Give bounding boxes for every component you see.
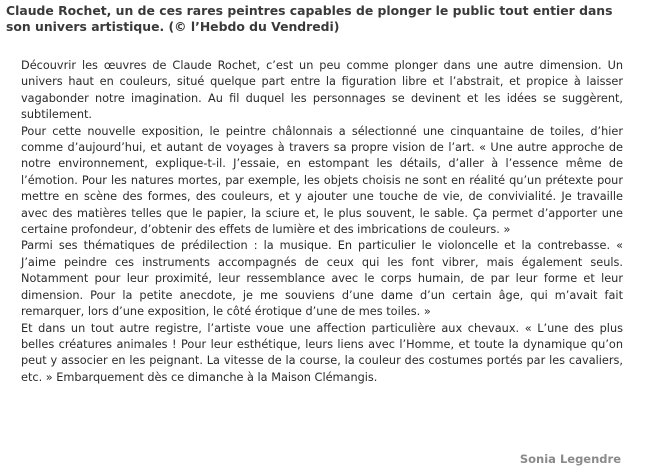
- paragraph-intro: Découvrir les œuvres de Claude Rochet, c’est un peu comme plonger dans une autre dimension. Un univers haut en couleurs, situé quelque part entre la figuration libre et l’abstrait, et propice à laisser vagabonder notre imagination. Au fil duquel les personnages se devinent et les idées se suggèrent, subtilement.: [21, 59, 623, 122]
- paragraph-exhibition: Pour cette nouvelle exposition, le peintre châlonnais a sélectionné une cinquantaine de toiles, d’hier comme d’aujourd’hui, et autant de voyages à travers sa propre vision de l’art. « Une autre approche de notre environnement, explique-t-il. J’essaie, en estompant les détails, d’aller à l’essence même de l’émotion. Pour les natures mortes, par exemple, les objets choisis ne sont en réalité qu’un prétexte pour mettre en scène des formes, des couleurs, et y ajouter une touche de vie, de convivialité. Je travaille avec des matières telles que le papier, la sciure et, le plus souvent, le sable. Ça permet d’apporter une certaine profondeur, d’obtenir des effets de lumière et des imbrications de couleurs. »: [21, 124, 623, 237]
- paragraph-horses: Et dans un tout autre registre, l’artiste voue une affection particulière aux chevaux. « L’une des plus belles créatures animales ! Pour leur esthétique, leurs liens avec l’Homme, et toute la dynamique qu’on peut y associer en les peignant. La vitesse de la course, la couleur des costumes portés par les cavaliers, etc. » Embarquement dès ce dimanche à la Maison Clémangis.: [21, 321, 623, 384]
- article-body: [21, 58, 623, 386]
- article-headline: Claude Rochet, un de ces rares peintres capables de plonger le public tout entier dans son univers artistique. (© l’Hebdo du Vendredi): [6, 3, 613, 34]
- author-signature: Sonia Legendre: [519, 452, 621, 466]
- paragraph-music: Parmi ses thématiques de prédilection : la musique. En particulier le violoncelle et la contrebasse. « J’aime peindre ces instruments accompagnés de ceux qui les font vibrer, mais également seuls. Notamment pour leur proximité, leur ressemblance avec le corps humain, de par leur forme et leur dimension. Pour la petite anecdote, je me souviens d’une dame d’un certain âge, qui m’avait fait remarquer, lors d’une exposition, le côté érotique d’une de mes toiles. »: [21, 239, 623, 319]
